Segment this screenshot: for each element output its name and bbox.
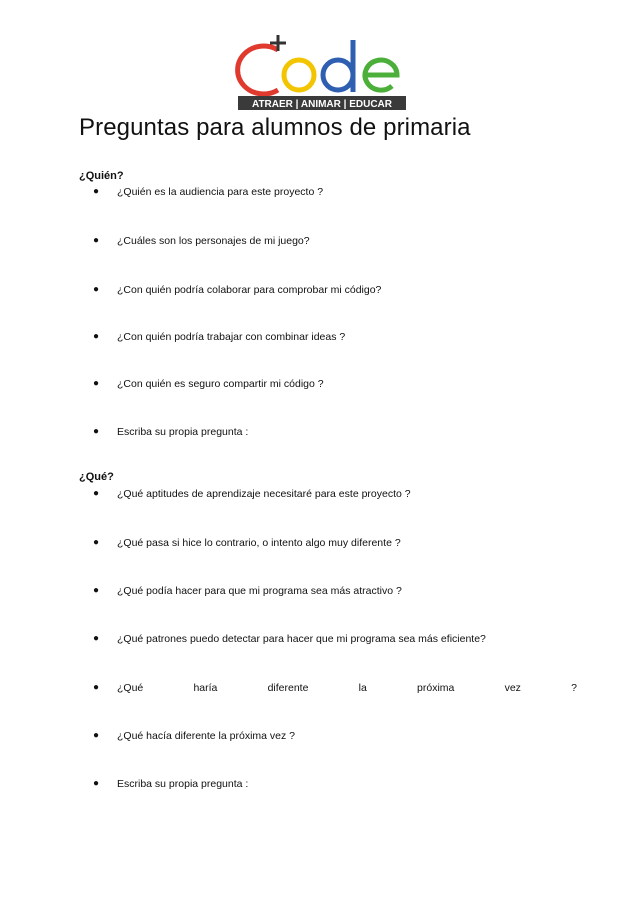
logo-letter-d [323,40,353,92]
bullet-icon: ● [93,537,100,548]
justified-word: ¿Qué [117,682,144,694]
section-heading-que: ¿Qué? [79,471,114,483]
bullet-icon: ● [93,682,100,693]
section-heading-quien: ¿Quién? [79,170,124,182]
question-text-justified [117,680,577,696]
bullet-icon: ● [93,235,100,246]
bullet-icon: ● [93,778,100,789]
question-text: Escriba su propia pregunta : [117,778,249,790]
logo-letter-e [365,60,397,90]
question-text: ¿Con quién podría trabajar con combinar ideas ? [117,331,346,343]
question-text: Escriba su propia pregunta : [117,426,249,438]
bullet-icon: ● [93,488,100,499]
bullet-icon: ● [93,186,100,197]
justified-word: diferente [267,682,309,694]
question-text: ¿Qué pasa si hice lo contrario, o intento algo muy diferente ? [117,537,401,549]
question-text: ¿Qué hacía diferente la próxima vez ? [117,730,296,742]
justified-word: la [358,682,367,694]
bullet-icon: ● [93,331,100,342]
justified-word: próxima [417,682,455,694]
justified-word: ? [571,682,577,694]
bullet-icon: ● [93,378,100,389]
bullet-icon: ● [93,633,100,644]
bullet-icon: ● [93,284,100,295]
code-logo [232,32,408,112]
question-text: ¿Qué patrones puedo detectar para hacer que mi programa sea más eficiente? [117,633,486,645]
page-title: Preguntas para alumnos de primaria [79,114,471,141]
question-text: ¿Qué podía hacer para que mi programa sea más atractivo ? [117,585,402,597]
logo-letter-c [238,46,278,94]
question-text: ¿Quién es la audiencia para este proyecto ? [117,186,324,198]
bullet-icon: ● [93,426,100,437]
logo-tagline: ATRAER | ANIMAR | EDUCAR [251,99,393,110]
question-text: ¿Con quién podría colaborar para comprobar mi código? [117,284,382,296]
justified-word: haría [193,682,218,694]
bullet-icon: ● [93,585,100,596]
justified-word: vez [504,682,521,694]
question-text: ¿Con quién es seguro compartir mi código ? [117,378,324,390]
logo-letter-o [284,60,314,90]
bullet-icon: ● [93,730,100,741]
question-text: ¿Qué aptitudes de aprendizaje necesitaré para este proyecto ? [117,488,411,500]
question-text: ¿Cuáles son los personajes de mi juego? [117,235,310,247]
